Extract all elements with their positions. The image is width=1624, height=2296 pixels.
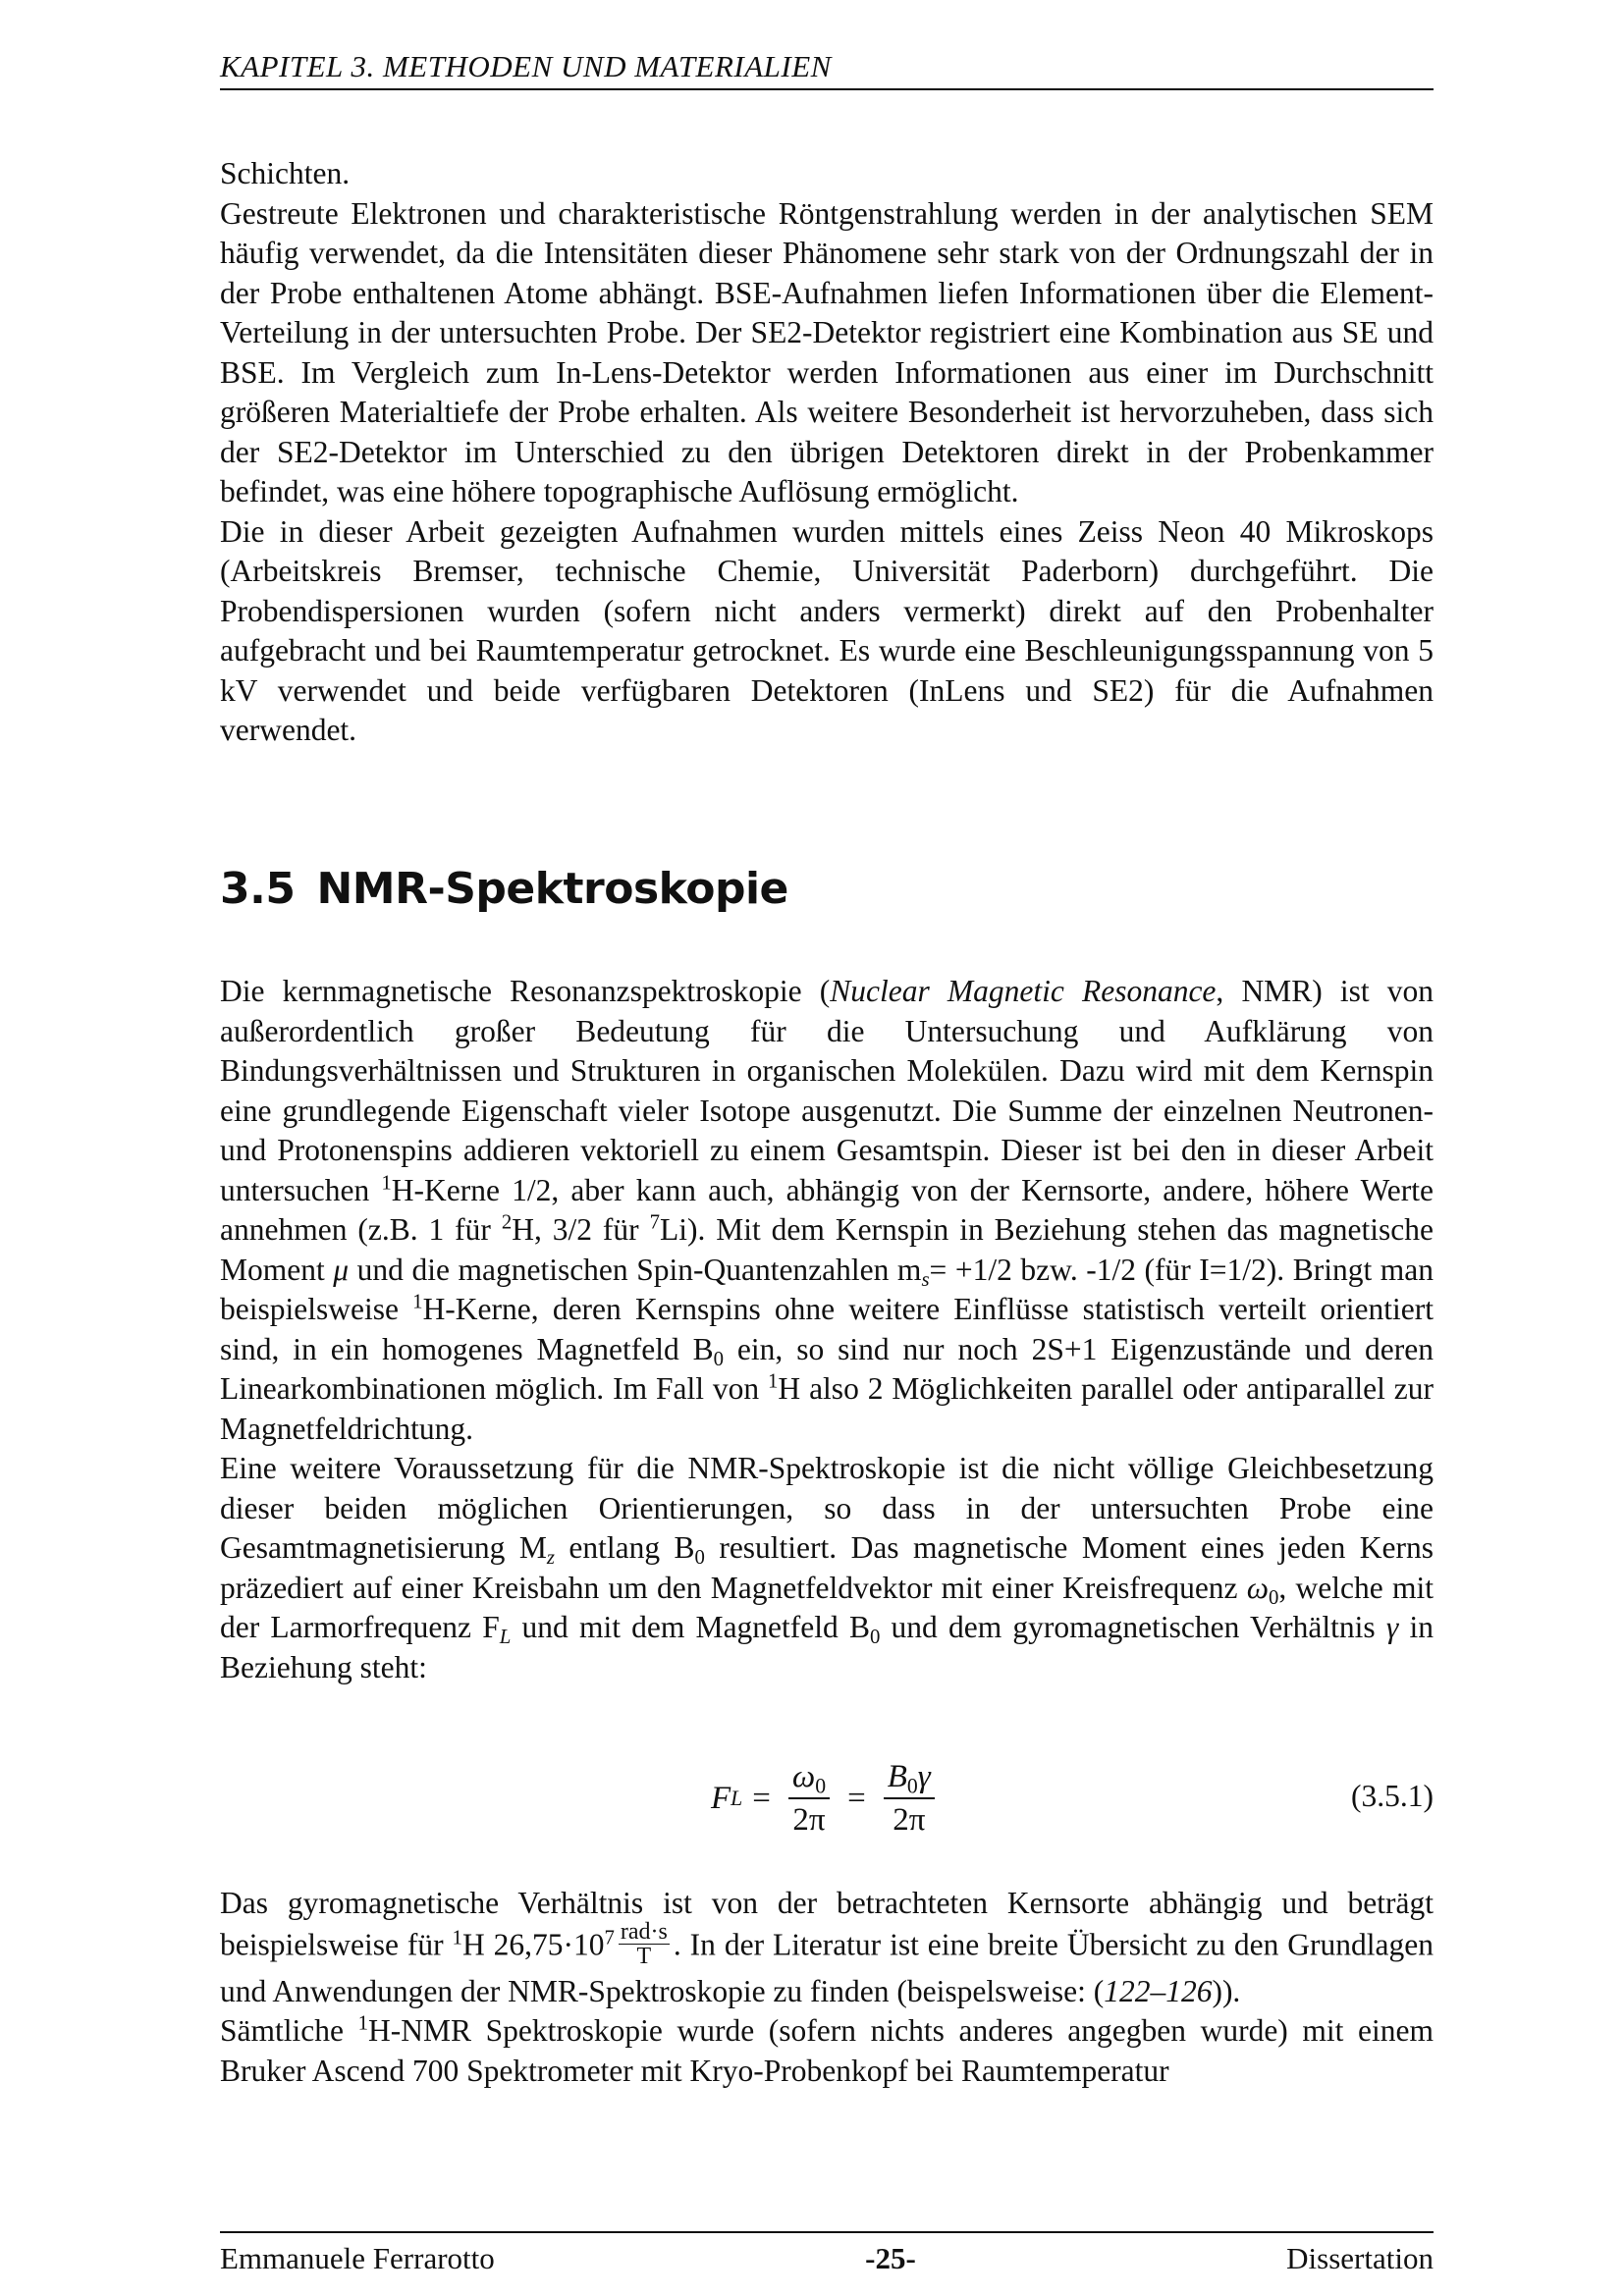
section-heading	[220, 864, 1434, 914]
sem-paragraphs	[220, 154, 1434, 751]
nmr-paragraphs-continued	[220, 1884, 1434, 2091]
section-number: 3.5	[220, 864, 296, 914]
equation-number: (3.5.1)	[1351, 1779, 1434, 1813]
paragraph: Gestreute Elektronen und charakteristische Röntgenstrahlung werden in der analytischen SEM häufig verwendet, da die Intensitäten dieser Phänomene sehr stark von der Ordnungszahl der in der Probe enthaltenen Atome abhängt. BSE-Aufnahmen liefen Informationen über die Element-Verteilung in der untersuchten Probe. Der SE2-Detektor registriert eine Kombination aus SE und BSE. Im Vergleich zum In-Lens-Detektor werden Informationen aus einer im Durchschnitt größeren Materialtiefe der Probe erhalten. Als weitere Besonderheit ist hervorzuheben, dass sich der SE2-Detektor im Unterschied zu den übrigen Detektoren direkt in der Probenkammer befindet, was eine höhere topographische Auflösung ermöglicht.	[220, 195, 1434, 508]
symbol-mu: μ	[333, 1252, 350, 1287]
unit-fraction: rad·s T	[620, 1918, 668, 1969]
nmr-paragraphs	[220, 972, 1434, 1687]
symbol-omega: ω	[1246, 1570, 1270, 1605]
section-title: NMR-Spektroskopie	[316, 864, 788, 914]
page-number: -25-	[865, 2241, 916, 2275]
footer-author: Emmanuele Ferrarotto	[220, 2241, 495, 2275]
paragraph: Die kernmagnetische Resonanzspektroskopie (Nuclear Magnetic Resonance, NMR) ist von außerordentlich großer Bedeutung für die Untersuchung und Aufklärung von Bindungsverhältnissen und Strukturen in organischen Molekülen. Dazu wird mit dem Kernspin eine grundlegende Eigenschaft vieler Isotope ausgenutzt. Die Summe der einzelnen Neutronen- und Protonenspins addieren vektoriell zu einem Gesamtspin. Dieser ist bei den in dieser Arbeit untersuchen $^1$H-Kerne 1/2, aber kann auch, abhängig von der Kernsorte, andere, höhere Werte annehmen (z.B. 1 für $^2$H, 3/2 für $^7$Li). Mit dem Kernspin in Beziehung stehen das magnetische Moment μ und die magnetischen Spin-Quantenzahlen $m_s= +1/2$ bzw. -1/2 (für I=1/2). Bringt man beispielsweise $^1$H-Kerne, deren Kernspins ohne weitere Einflüsse statistisch verteilt orientiert sind, in ein homogenes Magnetfeld $B_0$ ein, so sind nur noch 2S+1 Eigenzustände und deren Linearkombinationen möglich. Im Fall von $^1$H also 2 Möglichkeiten parallel oder antiparallel zur Magnetfeldrichtung.	[220, 974, 1435, 1446]
equation-larmor	[220, 1751, 1434, 1845]
fraction: $\frac{\omega_0}{2\pi}$	[788, 1758, 830, 1839]
symbol-gamma: γ	[1385, 1610, 1399, 1644]
paragraph: Eine weitere Voraussetzung für die NMR-Spektroskopie ist die nicht völlige Gleichbesetzung dieser beiden möglichen Orientierungen, so dass in der untersuchten Probe eine Gesamtmagnetisierung $M_z$ entlang $B_0$ resultiert. Das magnetische Moment eines jeden Kerns präzediert auf einer Kreisbahn um den Magnetfeldvektor mit einer Kreisfrequenz $\omega_0$, welche mit der Larmorfrequenz $F_L$ und mit dem Magnetfeld $B_0$ und dem gyromagnetischen Verhältnis γ in Beziehung steht:	[220, 1451, 1434, 1684]
running-header	[220, 49, 1434, 90]
emphasis: Nuclear Magnetic Resonance	[830, 974, 1217, 1008]
paragraph: Sämtliche $^1$H-NMR Spektroskopie wurde (sofern nichts anderes angegben wurde) mit einem Bruker Ascend 700 Spektrometer mit Kryo-Probenkopf bei Raumtemperatur	[220, 2011, 1434, 2088]
footer-doctype: Dissertation	[1286, 2241, 1434, 2275]
fraction: $\frac{B_0\gamma}{2\pi}$	[884, 1758, 935, 1839]
paragraph: Das gyromagnetische Verhältnis ist von der betrachteten Kernsorte abhängig und beträgt beispielsweise für $^1$H $26,75\cdot 10^7$ rad·s T . In der Literatur ist eine breite Übersicht zu den Grundlagen und Anwendungen der NMR-Spektroskopie zu finden (beispelsweise: (122–126)).	[220, 1886, 1434, 2008]
paragraph: Die in dieser Arbeit gezeigten Aufnahmen wurden mittels eines Zeiss Neon 40 Mikroskops (Arbeitskreis Bremser, technische Chemie, Universität Paderborn) durchgeführt. Die Probendispersionen wurden (sofern nicht anders vermerkt) direkt auf den Probenhalter aufgebracht und bei Raumtemperatur getrocknet. Es wurde eine Beschleunigungsspannung von 5 kV verwendet und beide verfügbaren Detektoren (InLens und SE2) für die Aufnahmen verwendet.	[220, 513, 1434, 747]
page	[220, 0, 1434, 2296]
citation-ref: 122–126	[1104, 1973, 1213, 2008]
running-footer	[220, 2231, 1434, 2276]
paragraph: Schichten.	[220, 156, 351, 190]
chapter-title: KAPITEL 3. METHODEN UND MATERIALIEN	[220, 49, 832, 83]
equation-body: F L = $\frac{\omega_0}{2\pi}$ = $\frac{B_0\gamma}{2\pi}$	[711, 1751, 943, 1845]
